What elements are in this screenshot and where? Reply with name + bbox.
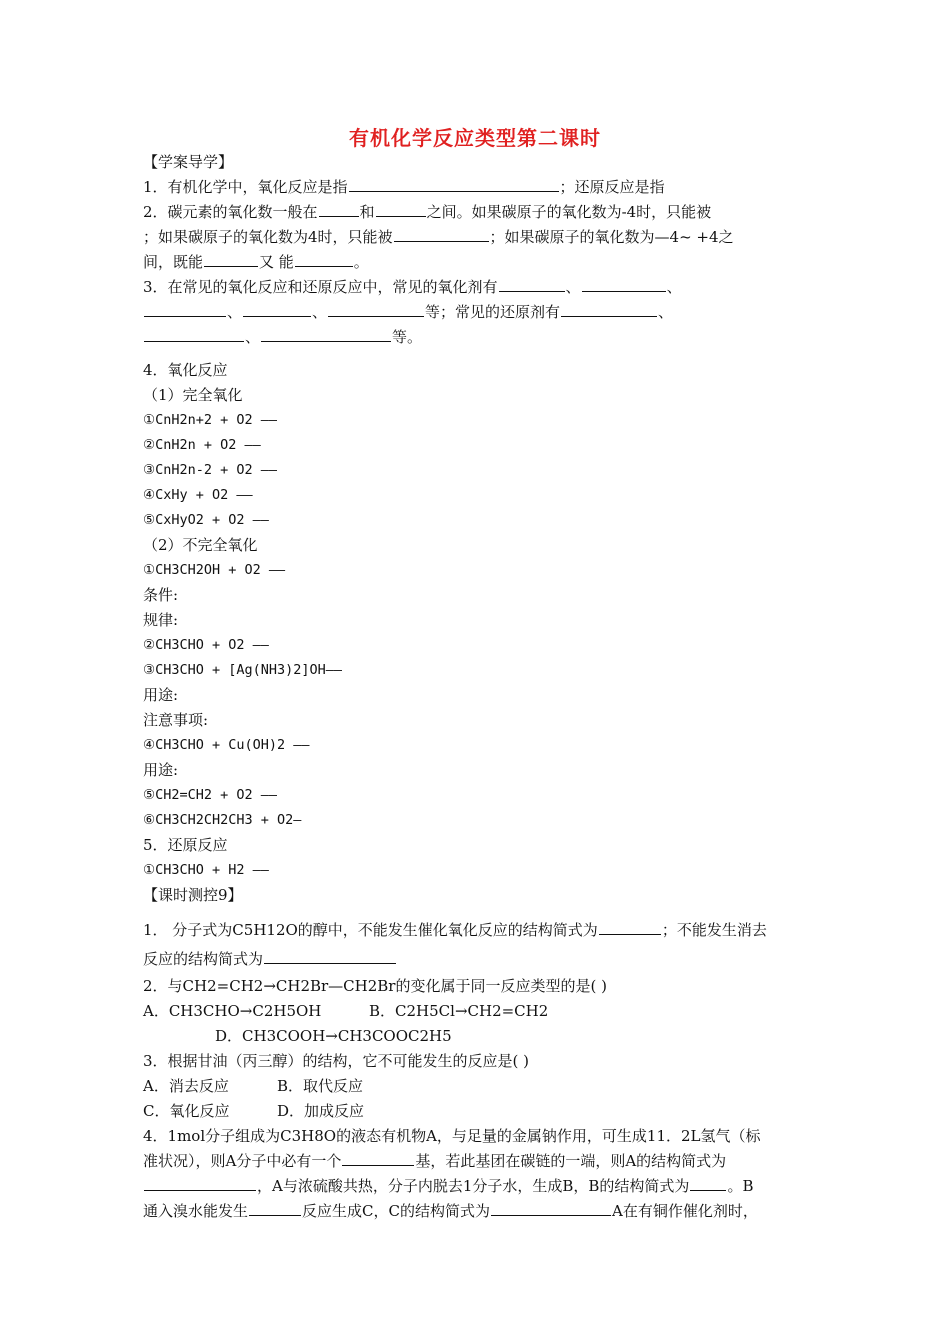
q2-text: 。 — [353, 253, 369, 271]
answer-blank[interactable] — [295, 251, 353, 267]
question-2-line-1 — [143, 200, 823, 225]
equation-ethylene: ⑤CH2=CH2 + O2 —— — [143, 787, 278, 803]
equation-5: ⑤CxHyO2 + O2 —— — [143, 512, 269, 528]
test-1-line-1 — [143, 916, 823, 945]
question-1 — [143, 175, 823, 200]
equation-silver-mirror: ③CH3CHO + [Ag(NH3)2]OH—— — [143, 662, 343, 678]
equation-acetaldehyde-o2: ②CH3CHO + O2 —— — [143, 637, 269, 653]
answer-blank[interactable] — [349, 176, 559, 192]
q3-text: 、 — [312, 303, 328, 321]
rule-label: 规律: — [143, 611, 179, 629]
q3-text: 、 — [227, 303, 243, 321]
section-heading-test: 【课时测控9】 — [143, 886, 243, 904]
equation-butane: ⑥CH3CH2CH2CH3 + O2— — [143, 812, 302, 828]
answer-blank[interactable] — [690, 1175, 726, 1191]
option-b[interactable]: B．C2H5Cl→CH2=CH2 — [369, 1002, 549, 1020]
complete-oxidation-heading: （1）完全氧化 — [143, 386, 243, 404]
option-b[interactable]: B．取代反应 — [277, 1077, 364, 1095]
equation-copper-hydroxide: ④CH3CHO + Cu(OH)2 —— — [143, 737, 310, 753]
answer-blank[interactable] — [599, 919, 661, 935]
answer-blank[interactable] — [261, 326, 391, 342]
q1-text-a: 1．有机化学中，氧化反应是指 — [143, 178, 348, 196]
incomplete-oxidation-heading: （2）不完全氧化 — [143, 536, 258, 554]
t1-text: ；不能发生消去 — [661, 921, 767, 939]
answer-blank[interactable] — [499, 276, 565, 292]
question-2-line-2 — [143, 225, 823, 250]
worksheet-body — [143, 150, 823, 1224]
equation-3: ③CnH2n-2 + O2 —— — [143, 462, 278, 478]
q2-text: 间，既能 — [143, 253, 204, 271]
t4-text: 准状况），则A分子中必有一个 — [143, 1152, 342, 1170]
q3-text: 等；常见的还原剂有 — [425, 303, 561, 321]
answer-blank[interactable] — [243, 301, 311, 317]
q3-text: 、 — [658, 303, 674, 321]
answer-blank[interactable] — [491, 1200, 611, 1216]
t4-text: 通入溴水能发生 — [143, 1202, 249, 1220]
t1-text: 反应的结构简式为 — [143, 950, 264, 968]
q3-text: 、 — [245, 328, 261, 346]
use-label: 用途: — [143, 686, 179, 704]
test-4-line-4 — [143, 1199, 823, 1224]
answer-blank[interactable] — [376, 201, 426, 217]
q2-text: 又 能 — [259, 253, 294, 271]
notes-label: 注意事项: — [143, 711, 209, 729]
answer-blank[interactable] — [144, 326, 244, 342]
test-4-line-2 — [143, 1149, 823, 1174]
answer-blank[interactable] — [582, 276, 666, 292]
t4-text: 。B — [727, 1177, 754, 1195]
use-label-2: 用途: — [143, 761, 179, 779]
answer-blank[interactable] — [204, 251, 258, 267]
answer-blank[interactable] — [561, 301, 657, 317]
question-2-line-3 — [143, 250, 823, 275]
q2-text: 之间。如果碳原子的氧化数为-4时，只能被 — [426, 203, 712, 221]
question-3-line-2 — [143, 300, 823, 325]
question-5-heading: 5．还原反应 — [143, 836, 228, 854]
q2-text: 2．碳元素的氧化数一般在 — [143, 203, 318, 221]
test-3-options-cd — [143, 1099, 823, 1124]
equation-2: ②CnH2n + O2 —— — [143, 437, 261, 453]
equation-ethanol: ①CH3CH2OH + O2 —— — [143, 562, 286, 578]
test-4-line-1: 4．1mol分子组成为C3H8O的液态有机物A，与足量的金属钠作用，可生成11．2L氢气（标 — [143, 1127, 761, 1145]
equation-reduction: ①CH3CHO + H2 —— — [143, 862, 269, 878]
answer-blank[interactable] — [319, 201, 359, 217]
q3-text: 、 — [666, 278, 682, 296]
q2-text: 和 — [359, 203, 375, 221]
option-a[interactable]: A．CH3CHO→C2H5OH — [143, 1002, 322, 1020]
option-a[interactable]: A．消去反应 — [143, 1077, 229, 1095]
answer-blank[interactable] — [264, 948, 396, 964]
question-3-line-3 — [143, 325, 823, 350]
q3-text: 、 — [565, 278, 581, 296]
q3-text: 等。 — [392, 328, 423, 346]
test-2-question: 2．与CH2=CH2→CH2Br—CH2Br的变化属于同一反应类型的是( ) — [143, 977, 607, 995]
page-title: 有机化学反应类型第二课时 — [349, 126, 601, 150]
option-d[interactable]: D．CH3COOH→CH3COOC2H5 — [215, 1027, 452, 1045]
test-4-line-3 — [143, 1174, 823, 1199]
t4-text: A在有铜作催化剂时， — [611, 1202, 758, 1220]
option-d[interactable]: D．加成反应 — [277, 1102, 365, 1120]
q2-text: ；如果碳原子的氧化数为—4~ +4之 — [489, 228, 734, 246]
q2-text: ；如果碳原子的氧化数为4时，只能被 — [143, 228, 393, 246]
t4-text: 反应生成C，C的结构简式为 — [302, 1202, 490, 1220]
t4-text: 基，若此基团在碳链的一端，则A的结构简式为 — [415, 1152, 727, 1170]
test-2-options-ab — [143, 999, 823, 1024]
answer-blank[interactable] — [144, 301, 226, 317]
t1-text: 1． 分子式为C5H12O的醇中，不能发生催化氧化反应的结构简式为 — [143, 921, 598, 939]
t4-text: ，A与浓硫酸共热，分子内脱去1分子水，生成B，B的结构简式为 — [257, 1177, 690, 1195]
answer-blank[interactable] — [144, 1175, 256, 1191]
answer-blank[interactable] — [328, 301, 424, 317]
question-4-heading: 4．氧化反应 — [143, 361, 228, 379]
answer-blank[interactable] — [249, 1200, 301, 1216]
test-3-options-ab — [143, 1074, 823, 1099]
test-3-question: 3．根据甘油（丙三醇）的结构，它不可能发生的反应是( ) — [143, 1052, 530, 1070]
option-c[interactable]: C．氧化反应 — [143, 1102, 230, 1120]
equation-1: ①CnH2n+2 + O2 —— — [143, 412, 278, 428]
equation-4: ④CxHy + O2 —— — [143, 487, 253, 503]
question-3-line-1 — [143, 275, 823, 300]
condition-label: 条件: — [143, 586, 179, 604]
q3-text: 3．在常见的氧化反应和还原反应中，常见的氧化剂有 — [143, 278, 498, 296]
test-1-line-2 — [143, 945, 823, 974]
q1-text-b: ；还原反应是指 — [559, 178, 665, 196]
answer-blank[interactable] — [394, 226, 489, 242]
section-heading-guide: 【学案导学】 — [143, 153, 234, 171]
answer-blank[interactable] — [342, 1150, 414, 1166]
